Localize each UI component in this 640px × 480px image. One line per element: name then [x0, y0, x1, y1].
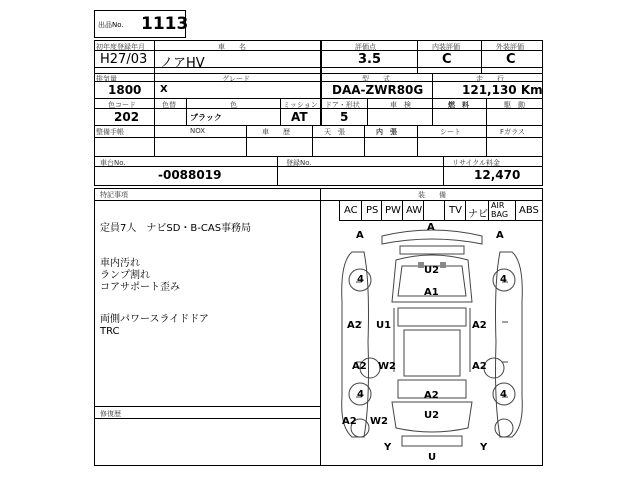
damage-mark: Y — [384, 442, 392, 453]
damage-mark: A2 — [347, 320, 362, 331]
repaint-label: 色替 — [162, 101, 176, 109]
color-value: ブラック — [190, 113, 222, 122]
car-name-value: ノアHV — [160, 56, 205, 71]
recycle-fee-label: リサイクル料金 — [452, 159, 501, 167]
score-value: 3.5 — [358, 52, 382, 67]
interior-grade-label: 内装評価 — [432, 43, 460, 51]
equip-aw: AW — [402, 200, 424, 221]
inspection-label: 車 検 — [390, 101, 411, 109]
history-label: 車 歴 — [262, 128, 290, 136]
registration-no-label: 登録No. — [286, 159, 312, 167]
displacement-value: 1800 — [108, 83, 142, 97]
damage-mark: A2 — [472, 361, 487, 372]
first-registration-value: H27/03 — [100, 52, 148, 67]
exterior-grade-value: C — [506, 52, 516, 67]
damage-mark: 4 — [500, 274, 507, 285]
notes-section-label: 特記事項 — [100, 191, 128, 199]
nox-label: NOX — [190, 127, 206, 135]
repair-history-label: 修復歴 — [100, 410, 121, 418]
damage-mark: A1 — [424, 287, 439, 298]
damage-mark: A2 — [342, 416, 357, 427]
lot-number: 1113 — [141, 14, 189, 34]
damage-mark: A — [496, 230, 504, 241]
damage-mark: A — [356, 230, 364, 241]
fuel-label: 燃 料 — [448, 101, 469, 109]
lot-number-box — [94, 10, 189, 38]
door-type-label: ドア・形状 — [325, 101, 360, 109]
damage-mark: U2 — [424, 410, 440, 421]
equip-navi: ナビ — [465, 200, 489, 221]
notes-block-2: 両側パワースライドドア TRC — [100, 314, 209, 337]
exterior-grade-label: 外装評価 — [496, 43, 524, 51]
first-registration-label: 初年度登録年月 — [96, 43, 145, 51]
displacement-label: 排気量 — [96, 75, 117, 83]
chassis-no-value: -0088019 — [158, 168, 222, 182]
equip-tv: TV — [444, 200, 466, 221]
damage-mark: W2 — [378, 361, 396, 372]
mileage-label: 走 行 — [476, 75, 504, 83]
damage-mark: A — [427, 222, 435, 233]
damage-mark: A2 — [472, 320, 487, 331]
interior-grade-value: C — [442, 52, 452, 67]
model-code-label: 型 式 — [362, 75, 390, 83]
door-count-value: 5 — [340, 110, 349, 124]
equip-blank — [423, 200, 445, 221]
damage-mark: A2 — [424, 390, 439, 401]
equipment-row — [339, 200, 543, 221]
equip-airbag: AIR BAG — [488, 200, 516, 221]
grade-value: X — [160, 84, 168, 95]
equip-ps: PS — [361, 200, 382, 221]
score-label: 評価点 — [355, 43, 376, 51]
notes-block-1: 車内汚れ ランプ割れ コアサポート歪み — [100, 258, 180, 293]
damage-mark: 4 — [357, 389, 364, 400]
mileage-value: 121,130 Km — [462, 83, 543, 97]
color-code-label: 色コード — [108, 101, 136, 109]
damage-mark: A2 — [352, 361, 367, 372]
equipment-section-label: 装 備 — [418, 191, 446, 199]
drive-label: 駆 動 — [504, 101, 525, 109]
equip-abs: ABS — [515, 200, 543, 221]
headliner-label: 天 張 — [324, 128, 345, 136]
damage-mark: Y — [480, 442, 488, 453]
equip-pw: PW — [381, 200, 403, 221]
transmission-value: AT — [291, 110, 308, 124]
interior-trim-label: 内 張 — [376, 128, 397, 136]
color-label: 色 — [230, 101, 237, 109]
damage-mark: U1 — [376, 320, 392, 331]
transmission-label: ミッション — [283, 101, 318, 109]
car-damage-diagram — [322, 222, 542, 466]
seat-label: シート — [440, 128, 461, 136]
windshield-label: Fガラス — [500, 128, 525, 136]
damage-mark: U2 — [424, 265, 440, 276]
recycle-fee-value: 12,470 — [474, 168, 521, 182]
damage-mark: W2 — [370, 416, 388, 427]
equip-ac: AC — [339, 200, 362, 221]
lot-label: 出品No. — [98, 21, 124, 29]
car-name-label: 車 名 — [218, 43, 246, 51]
model-code-value: DAA-ZWR80G — [332, 83, 424, 97]
grade-label: グレード — [222, 75, 250, 83]
service-book-label: 整備手帳 — [96, 128, 124, 136]
notes-line-1: 定員7人 ナビSD・B-CAS事務局 — [100, 223, 252, 234]
damage-mark: 4 — [357, 274, 364, 285]
color-code-value: 202 — [114, 110, 140, 124]
chassis-no-label: 車台No. — [100, 159, 126, 167]
damage-mark: U — [428, 452, 437, 463]
damage-mark: 4 — [500, 389, 507, 400]
